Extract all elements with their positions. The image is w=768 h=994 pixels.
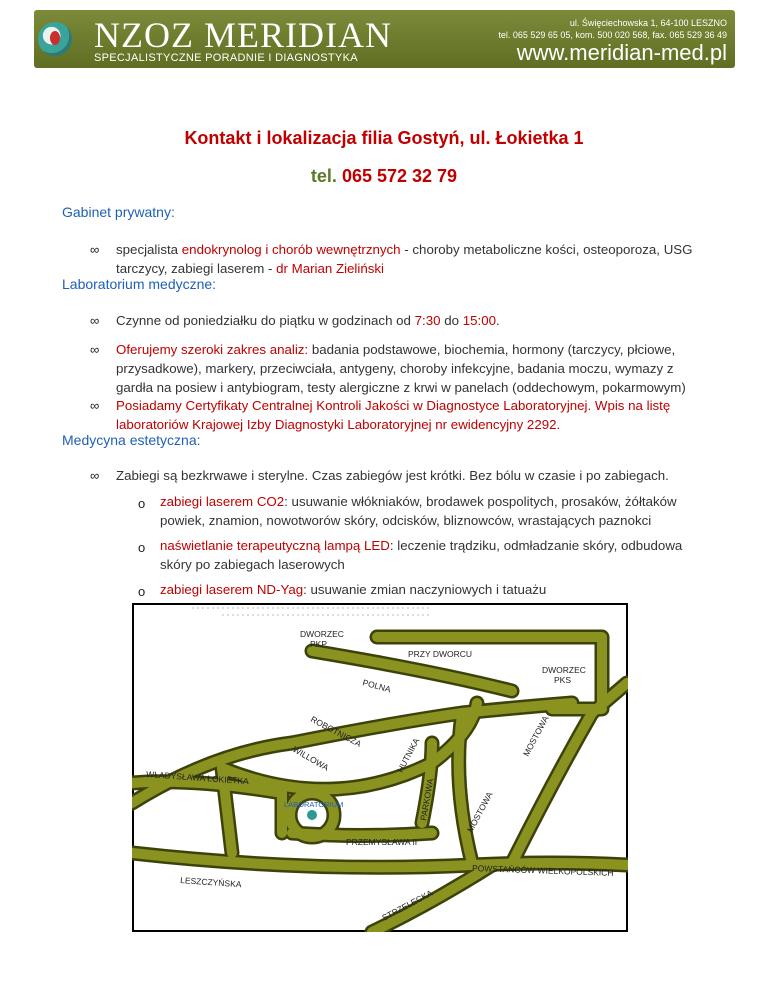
sub-list-item	[160, 492, 700, 530]
phone-line	[0, 166, 768, 187]
brand-tagline: SPECJALISTYCZNE PORADNIE I DIAGNOSTYKA	[94, 52, 358, 64]
map-label: PRZY DWORCU	[408, 649, 473, 659]
section-heading-lab: Laboratorium medyczne:	[62, 276, 217, 292]
text-span: 7:30	[414, 313, 441, 328]
list-item	[116, 340, 696, 397]
header-phones: tel. 065 529 65 05, kom. 500 020 568, fax. 065 529 36 49	[498, 30, 727, 40]
website-link[interactable]: www.meridian-med.pl	[516, 40, 727, 65]
section-heading-gabinet: Gabinet prywatny:	[62, 204, 175, 220]
bullet-icon: ∞	[90, 342, 100, 357]
text-span: 15:00	[462, 313, 497, 328]
map-label: WILLOWA	[291, 744, 331, 773]
text-span: Oferujemy szeroki zakres analiz:	[116, 342, 309, 357]
brand-name: NZOZ MERIDIAN	[94, 15, 392, 55]
sub-list-item	[160, 580, 700, 599]
text-span: Czynne od poniedziałku do piątku w godzinach od	[116, 313, 415, 328]
phone-label: tel.	[310, 166, 337, 186]
header-address: ul. Święciechowska 1, 64-100 LESZNO	[569, 18, 727, 28]
map-label: PKP	[310, 639, 328, 649]
map-label: DWORZEC	[542, 665, 586, 675]
bullet-icon: ∞	[90, 313, 100, 328]
bullet-icon: ∞	[90, 398, 100, 413]
text-span: endokrynolog i chorób wewnętrznych	[181, 242, 401, 257]
map-label: POLNA	[361, 677, 392, 695]
text-span: : usuwanie zmian naczyniowych i tatuażu	[303, 582, 547, 597]
text-span: naświetlanie terapeutyczną lampą LED	[160, 538, 390, 553]
map-label: ROBOTNICZA	[309, 713, 363, 749]
map-label: LABORATORIUM	[284, 800, 344, 809]
text-span: zabiegi laserem ND-Yag	[160, 582, 304, 597]
map-label: LESZCZYŃSKA	[179, 875, 242, 890]
section-heading-estetyczna: Medycyna estetyczna:	[62, 432, 201, 448]
location-map	[132, 603, 628, 932]
map-label: MOSTOWA	[520, 714, 551, 758]
list-item: Posiadamy Certyfikaty Centralnej Kontroli Jakości w Diagnostyce Laboratoryjnej. Wpis na listę laboratoriów Krajowej Izby Diagnostyki Laboratoryjnej nr ewidencyjny 2292.	[116, 398, 671, 432]
map-label: PRZEMYSŁAWA II	[346, 837, 418, 847]
laboratory-marker-icon	[306, 809, 318, 821]
map-label: PKS	[554, 675, 572, 685]
map-label: PARKOWA	[418, 777, 436, 822]
list-item	[116, 240, 696, 278]
map-label: HUTNIKA	[394, 736, 422, 774]
map-label: MOSTOWA	[464, 790, 495, 834]
phone-number: 065 572 32 79	[341, 166, 458, 186]
text-span: do	[440, 313, 463, 328]
sub-list-item	[160, 536, 700, 574]
map-label: WŁADYSŁAWA ŁOKIETKA	[145, 769, 250, 787]
subbullet-icon: o	[138, 496, 146, 511]
subbullet-icon: o	[138, 540, 146, 555]
list-item: Zabiegi są bezkrwawe i sterylne. Czas zabiegów jest krótki. Bez bólu w czasie i po zabiegach.	[116, 468, 669, 483]
bullet-icon: ∞	[90, 242, 100, 257]
map-label: POWSTAŃCÓW WIELKOPOLSKICH	[471, 863, 614, 878]
header-banner	[34, 10, 735, 68]
text-span: : leczenie trądziku, odmładzanie skóry, odbudowa skóry po zabiegach laserowych	[160, 538, 683, 572]
text-span: : usuwanie włókniaków, brodawek pospolitych, prosaków, żółtaków powiek, znamion, nowotworów skóry, odcisków, bliznowców, wrastających paznokci	[160, 494, 677, 528]
logo-icon	[38, 22, 72, 56]
text-span: - choroby metaboliczne kości, osteoporoza, USG tarczycy, zabiegi laserem -	[116, 242, 693, 276]
text-span: specjalista	[116, 242, 182, 257]
subbullet-icon: o	[138, 584, 146, 599]
map-label: DWORZEC	[300, 629, 344, 639]
list-item	[116, 311, 696, 330]
text-span: .	[496, 313, 500, 328]
text-span: zabiegi laserem CO2	[160, 494, 285, 509]
bullet-icon: ∞	[90, 468, 100, 483]
map-label: STRZELECKA	[380, 887, 435, 923]
page-title: Kontakt i lokalizacja filia Gostyń, ul. Łokietka 1	[184, 128, 584, 148]
text-span: dr Marian Zieliński	[276, 261, 384, 276]
text-span: badania podstawowe, biochemia, hormony (tarczycy, płciowe, przysadkowe), markery, przeciwciała, antygeny, choroby infekcyjne, badania moczu, wymazy z gardła na posiew i antybiogram, testy alergiczne z krwi w panelach (oddechowym, pokarmowym)	[116, 342, 686, 395]
